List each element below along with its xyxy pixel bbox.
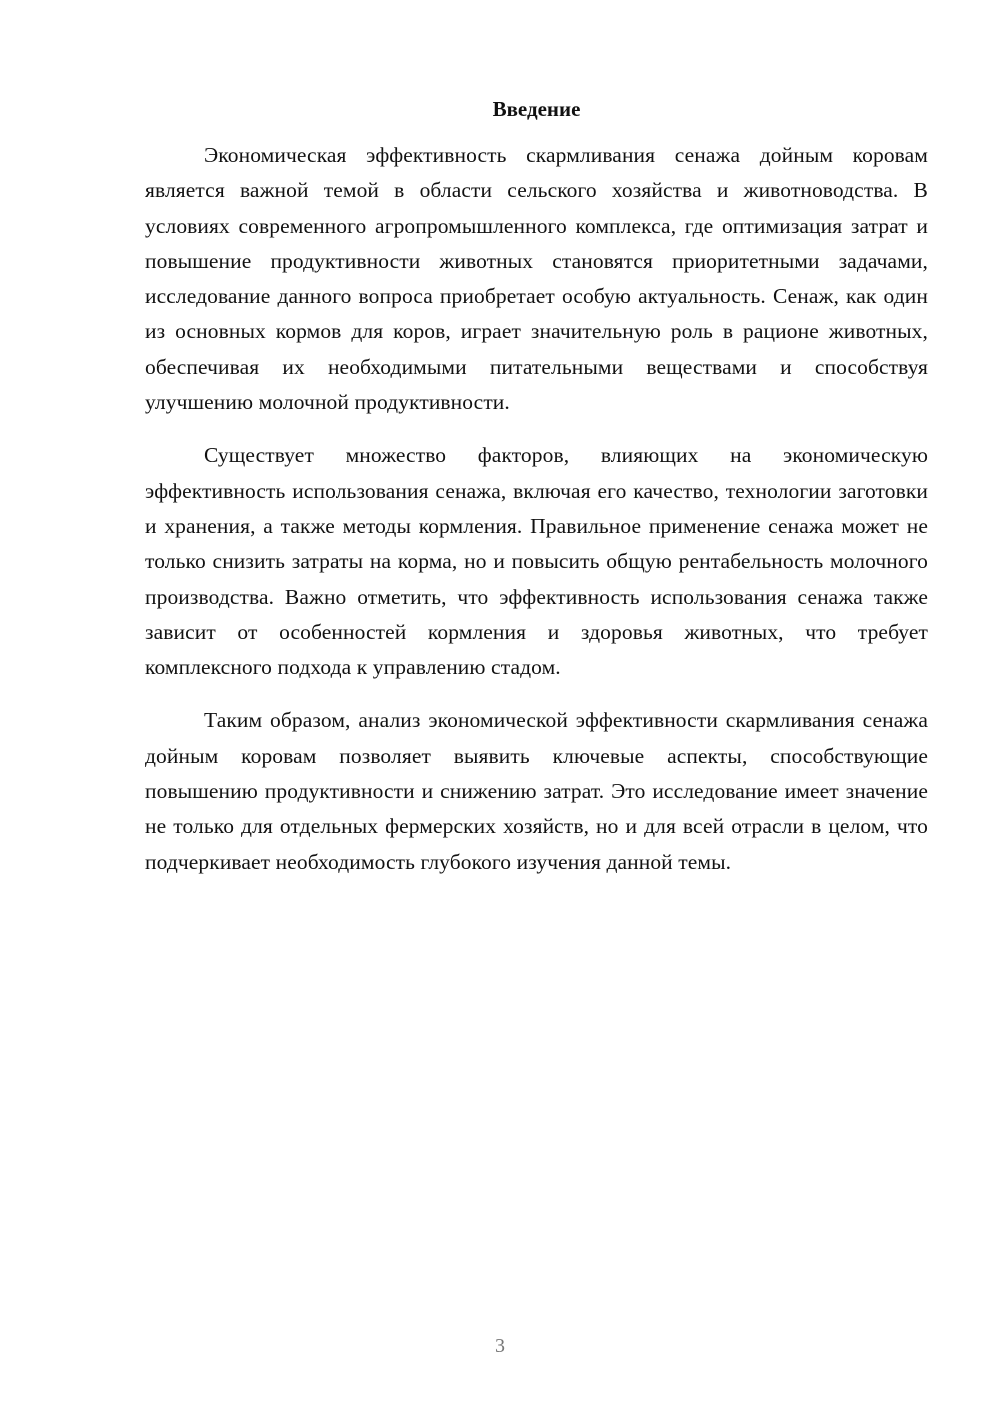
paragraph-3: Таким образом, анализ экономической эффективности скармливания сенажа дойным коровам позволяет выявить ключевые аспекты, способствующие повышению продуктивности и снижению затрат. Это исследование имеет значение не только для отдельных фермерских хозяйств, но и для всей отрасли в целом, что подчеркивает необходимость глубокого изучения данной темы. — [145, 708, 928, 874]
page-number: 3 — [495, 1335, 505, 1357]
paragraph-1: Экономическая эффективность скармливания сенажа дойным коровам является важной темой в области сельского хозяйства и животноводства. В условиях современного агропромышленного комплекса, где оптимизация затрат и повышение продуктивности животных становятся приоритетными задачами, исследование данного вопроса приобретает особую актуальность. Сенаж, как один из основных кормов для коров, играет значительную роль в рационе животных, обеспечивая их необходимыми питательными веществами и способствуя улучшению молочной продуктивности. — [145, 143, 928, 415]
paragraph-2: Существует множество факторов, влияющих на экономическую эффективность использования сенажа, включая его качество, технологии заготовки и хранения, а также методы кормления. Правильное применение сенажа может не только снизить затраты на корма, но и повысить общую рентабельность молочного производства. Важно отметить, что эффективность использования сенажа также зависит от особенностей кормления и здоровья животных, что требует комплексного подхода к управлению стадом. — [145, 443, 928, 680]
page-content — [145, 92, 928, 898]
section-title: Введение — [492, 97, 581, 121]
